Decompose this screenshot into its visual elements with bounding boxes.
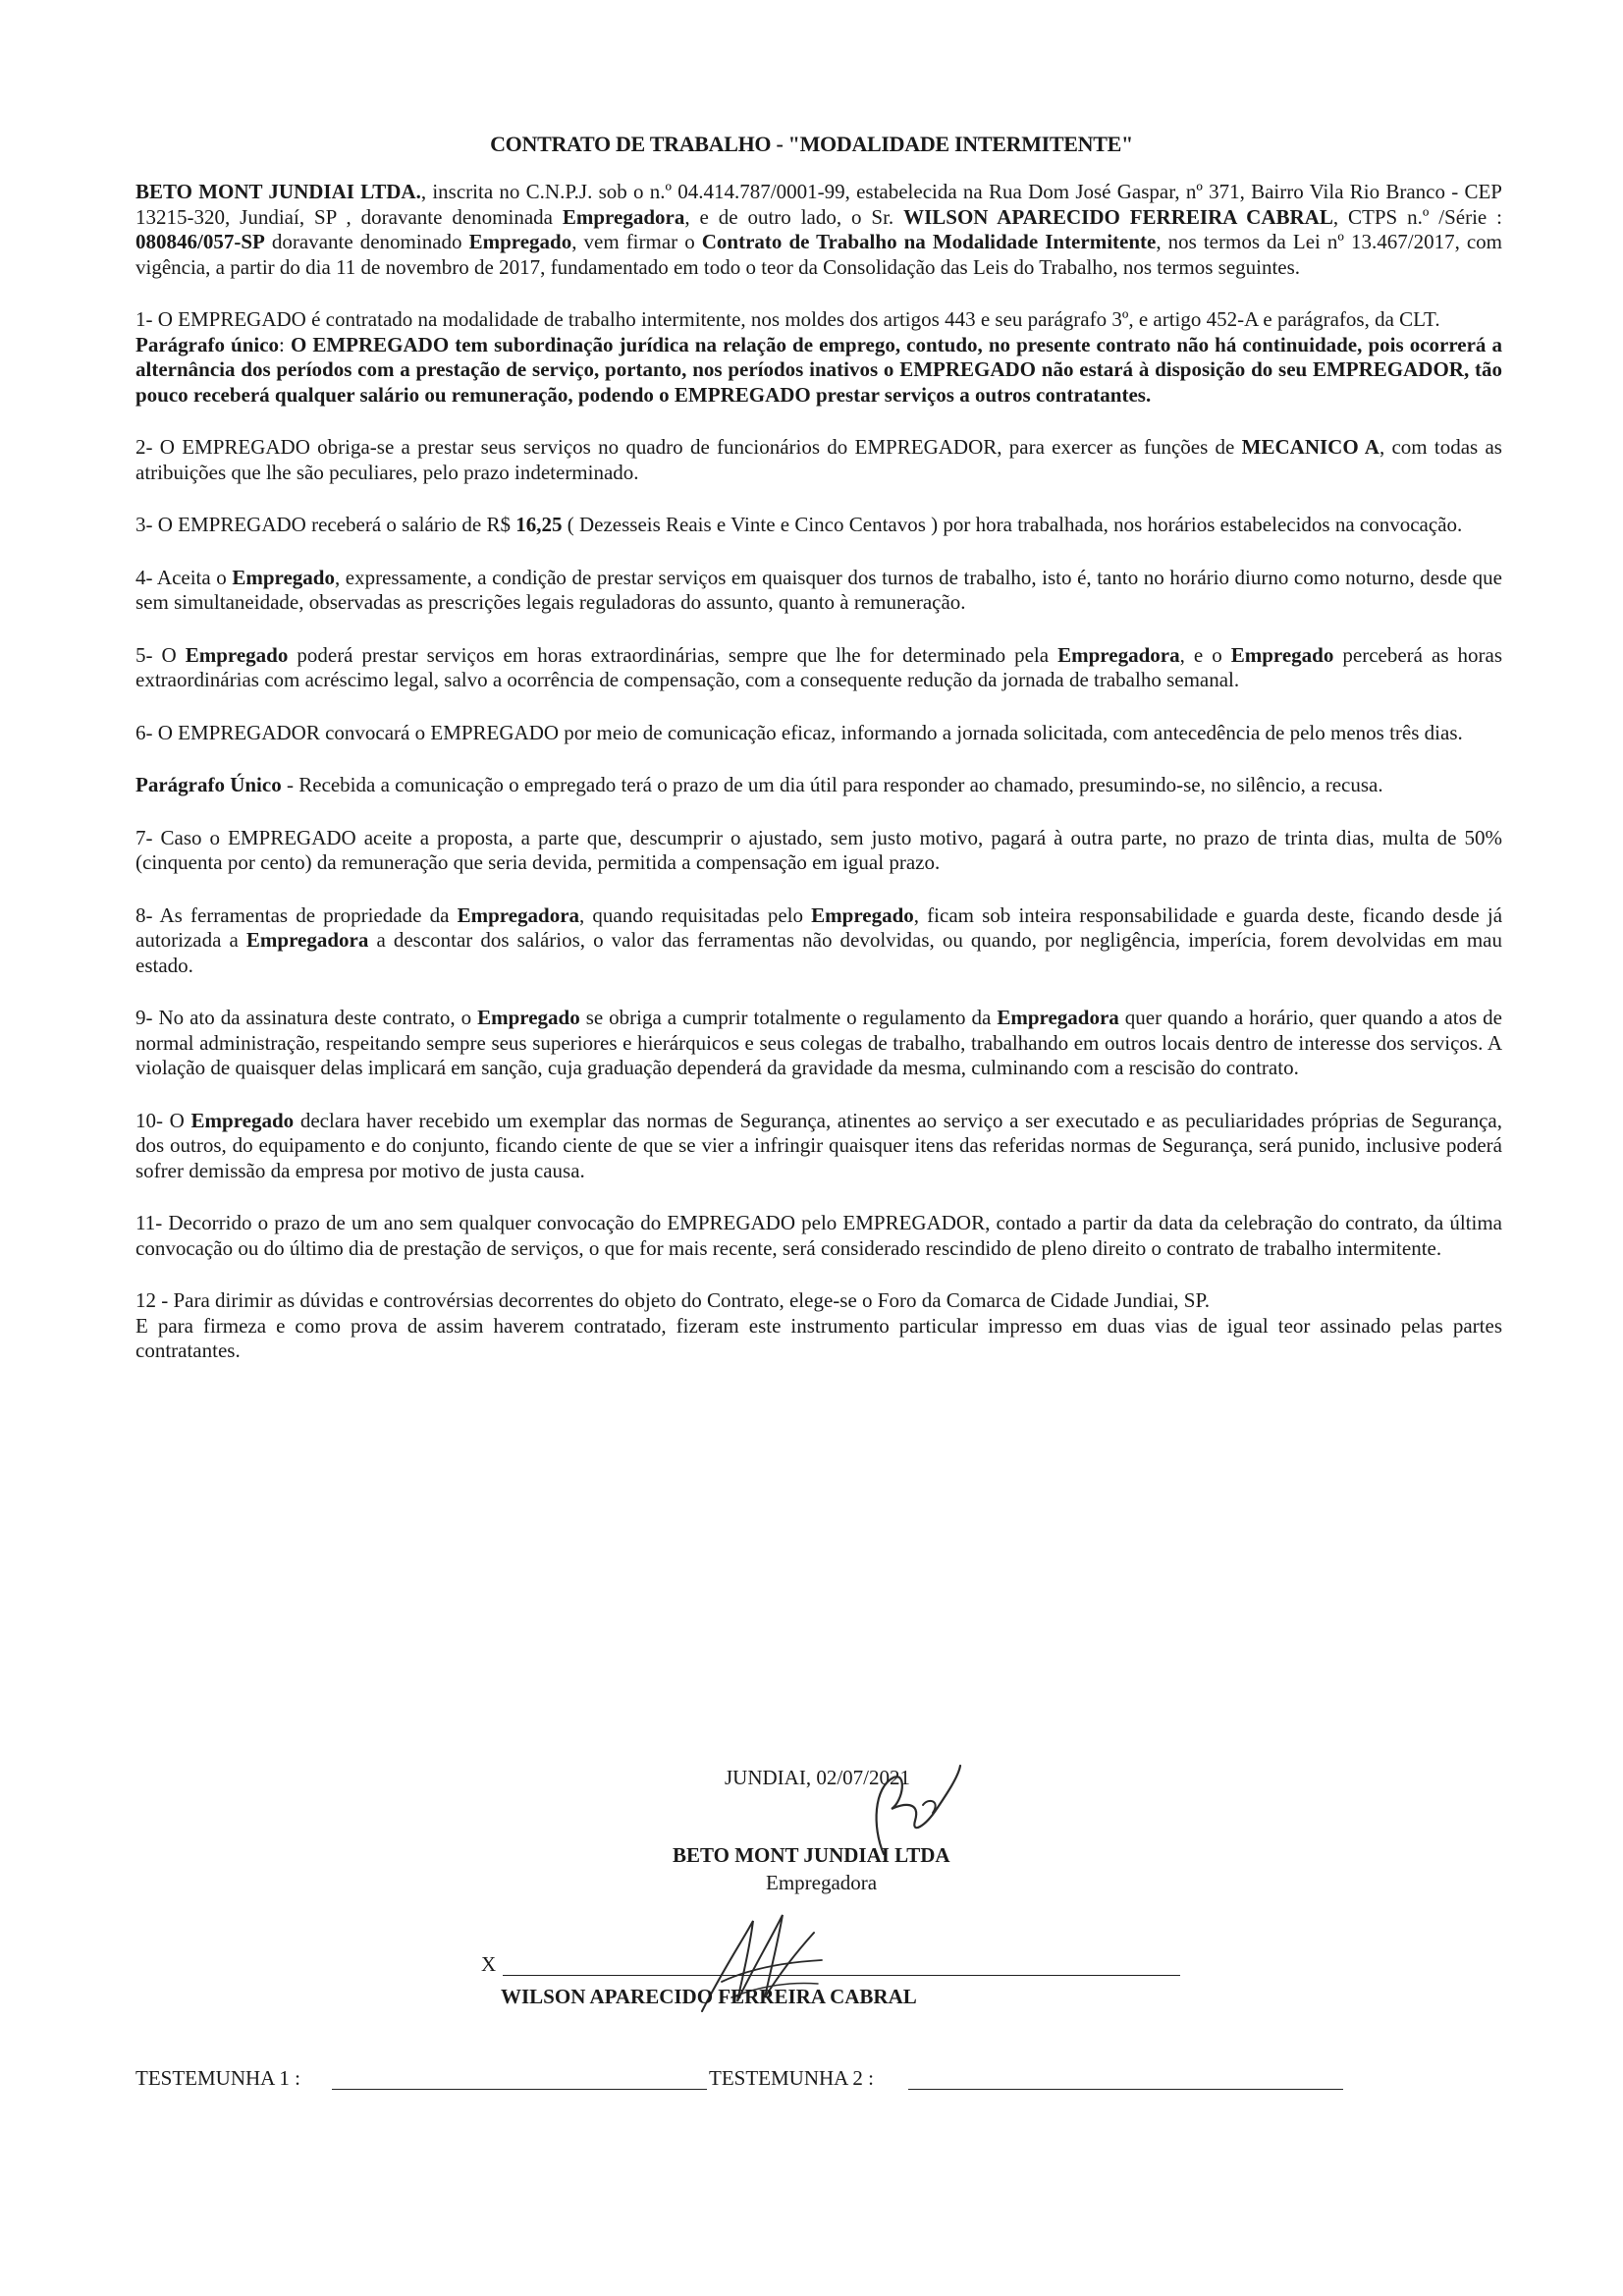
text-run: , expressamente, a condição de prestar serviços em quaisquer dos turnos de trabalho, isto é, tanto no horário diurno como noturno, desde que sem simultaneidade, observadas as prescrições legais reguladoras do assunto, quanto à remuneração.: [135, 565, 1502, 614]
text-run: 10- O: [135, 1108, 191, 1132]
text-run: ( Dezesseis Reais e Vinte e Cinco Centavos ) por hora trabalhada, nos horários estabelecidos na convocação.: [562, 513, 1463, 536]
bold-text-run: Empregado: [185, 642, 289, 667]
text-run: , quando requisitadas pelo: [579, 902, 812, 927]
employer-role: Empregadora: [766, 1871, 878, 1894]
text-run: , e o: [1179, 642, 1231, 667]
text-run: 8- As ferramentas de propriedade da: [135, 902, 458, 927]
text-run: , nos termos da Lei nº 13.467/2017, com vigência, a partir do dia 11 de novembro de 2017, fundamentado em todo o teor da Consolidação das Leis do Trabalho, nos termos seguintes.: [135, 230, 1503, 279]
clause-5: [135, 643, 1502, 693]
text-run: 5- O: [135, 642, 186, 667]
bold-text-run: BETO MONT JUNDIAI LTDA.: [135, 180, 421, 203]
employee-x-mark: X: [481, 1952, 497, 1976]
bold-text-run: Empregado: [190, 1108, 295, 1132]
employer-name: BETO MONT JUNDIAI LTDA: [673, 1843, 950, 1867]
text-run: 4- Aceita o: [135, 565, 233, 589]
clause-3: [135, 513, 1502, 538]
witness-2-label: TESTEMUNHA 2 :: [709, 2066, 874, 2090]
clause-2: [135, 435, 1502, 485]
bold-text-run: Empregadora: [997, 1006, 1119, 1029]
bold-text-run: Empregadora: [457, 902, 580, 927]
place-date: JUNDIAI, 02/07/2021: [725, 1766, 910, 1789]
closing-paragraph: [135, 1314, 1502, 1364]
text-run: poderá prestar serviços em horas extraordinárias, sempre que lhe for determinado pela: [288, 642, 1058, 667]
employee-name: WILSON APARECIDO FERREIRA CABRAL: [501, 1985, 917, 2008]
bold-text-run: Parágrafo Único: [135, 773, 282, 796]
text-run: , inscrita no C.N.P.J. sob o n.º 04.414.787/0001-99, estabelecida na Rua Dom José Gaspar, nº 371, Bairro Vila Rio Branco - CEP 13215-320, Jundiaí, SP , doravante denominada: [135, 180, 1502, 229]
clause-11: [135, 1211, 1502, 1261]
text-run: 12 - Para dirimir as dúvidas e controvérsias decorrentes do objeto do Contrato, elege-se o Foro da Comarca de Cidade Jundiai, SP.: [135, 1288, 1211, 1312]
text-run: , e de outro lado, o Sr.: [684, 204, 904, 229]
witness-2-line: [908, 2089, 1343, 2090]
bold-text-run: O EMPREGADO tem subordinação jurídica na relação de emprego, contudo, no presente contrato não há continuidade, pois ocorrerá a alternância dos períodos com a prestação de serviço, portanto, nos períodos inativos o EMPREGADO não estará à disposição do seu EMPREGADOR, tão pouco receberá qualquer salário ou remuneração, podendo o EMPREGADO prestar serviços a outros contratantes.: [135, 332, 1502, 407]
text-run: a descontar dos salários, o valor das ferramentas não devolvidas, ou quando, por negligência, imperícia, forem devolvidas em mau estado.: [135, 928, 1502, 977]
document-title: CONTRATO DE TRABALHO - "MODALIDADE INTERMITENTE": [490, 132, 1133, 156]
clause-1-sole-paragraph: [135, 333, 1502, 409]
text-run: 6- O EMPREGADOR convocará o EMPREGADO por meio de comunicação eficaz, informando a jornada solicitada, com antecedência de pelo menos três dias.: [135, 720, 1463, 744]
text-run: , ficam sob inteira responsabilidade e guarda deste, ficando desde já autorizada a: [135, 902, 1503, 952]
text-run: se obriga a cumprir totalmente o regulamento da: [579, 1006, 998, 1029]
bold-text-run: Empregadora: [1057, 642, 1180, 667]
text-run: - Recebida a comunicação o empregado terá o prazo de um dia útil para responder ao chamado, presumindo-se, no silêncio, a recusa.: [281, 773, 1383, 796]
bold-text-run: WILSON APARECIDO FERREIRA CABRAL: [903, 204, 1333, 229]
bold-text-run: Empregado: [232, 565, 335, 589]
text-run: declara haver recebido um exemplar das normas de Segurança, atinentes ao serviço a ser executado e as peculiaridades próprias de Segurança, dos outros, do equipamento e do conjunto, ficando ciente de que se vier a infringir quaisquer itens das referidas normas de Segurança, será punido, inclusive poderá sofrer demissão da empresa por motivo de justa causa.: [135, 1108, 1502, 1182]
clause-7: [135, 826, 1502, 876]
clause-4: [135, 566, 1502, 616]
bold-text-run: Empregado: [1230, 642, 1334, 667]
clause-9: [135, 1006, 1502, 1081]
bold-text-run: Parágrafo único: [135, 332, 280, 356]
text-run: :: [279, 332, 291, 356]
bold-text-run: 16,25: [515, 513, 563, 536]
bold-text-run: Empregado: [477, 1006, 580, 1029]
clause-6-sole-paragraph: [135, 773, 1502, 798]
bold-text-run: Contrato de Trabalho na Modalidade Intermitente: [701, 230, 1157, 253]
text-run: E para firmeza e como prova de assim haverem contratado, fizeram este instrumento particular impresso em duas vias de igual teor assinado pelas partes contratantes.: [135, 1313, 1502, 1362]
intro-paragraph: [135, 180, 1502, 280]
witness-1-line: [332, 2089, 707, 2090]
bold-text-run: Empregado: [468, 230, 572, 253]
bold-text-run: Empregadora: [562, 204, 685, 229]
text-run: , vem firmar o: [571, 230, 702, 253]
text-run: , com todas as atribuições que lhe são peculiares, pelo prazo indeterminado.: [135, 435, 1502, 484]
bold-text-run: Empregado: [811, 902, 914, 927]
text-run: , CTPS n.º /Série :: [1332, 204, 1502, 229]
text-run: doravante denominado: [264, 230, 469, 253]
text-run: 2- O EMPREGADO obriga-se a prestar seus serviços no quadro de funcionários do EMPREGADOR, para exercer as funções de: [135, 435, 1242, 459]
clause-12: [135, 1288, 1502, 1314]
witness-1-label: TESTEMUNHA 1 :: [135, 2066, 300, 2090]
text-run: 9- No ato da assinatura deste contrato, o: [135, 1006, 478, 1029]
clause-1: [135, 307, 1502, 333]
text-run: quer quando a horário, quer quando a atos de normal administração, respeitando sempre seus superiores e hierárquicos e seus colegas de trabalho, trabalhando em outros locais dentro de interesse dos serviços. A violação de quaisquer delas implicará em sanção, cuja graduação dependerá da gravidade da mesma, culminando com a rescisão do contrato.: [135, 1006, 1503, 1079]
clause-8: [135, 903, 1502, 979]
text-run: 3- O EMPREGADO receberá o salário de R$: [135, 513, 516, 536]
text-run: 1- O EMPREGADO é contratado na modalidade de trabalho intermitente, nos moldes dos artigos 443 e seu parágrafo 3º, e artigo 452-A e parágrafos, da CLT.: [135, 307, 1440, 331]
employee-signature-line: [503, 1975, 1180, 1976]
text-run: 11- Decorrido o prazo de um ano sem qualquer convocação do EMPREGADO pelo EMPREGADOR, contado a partir da data da celebração do contrato, da última convocação ou do último dia de prestação de serviços, o que for mais recente, será considerado rescindido de pleno direito o contrato de trabalho intermitente.: [135, 1211, 1502, 1260]
clause-10: [135, 1109, 1502, 1184]
bold-text-run: Empregadora: [245, 928, 369, 952]
text-run: perceberá as horas extraordinárias com acréscimo legal, salvo a ocorrência de compensação, com a consequente redução da jornada de trabalho semanal.: [135, 642, 1503, 691]
clause-6: [135, 721, 1502, 746]
bold-text-run: 080846/057-SP: [135, 230, 265, 253]
contract-body: [135, 180, 1502, 1364]
bold-text-run: MECANICO A: [1241, 435, 1380, 459]
text-run: 7- Caso o EMPREGADO aceite a proposta, a parte que, descumprir o ajustado, sem justo motivo, pagará à outra parte, no prazo de trinta dias, multa de 50% (cinquenta por cento) da remuneração que seria devida, permitida a compensação em igual prazo.: [135, 825, 1502, 874]
